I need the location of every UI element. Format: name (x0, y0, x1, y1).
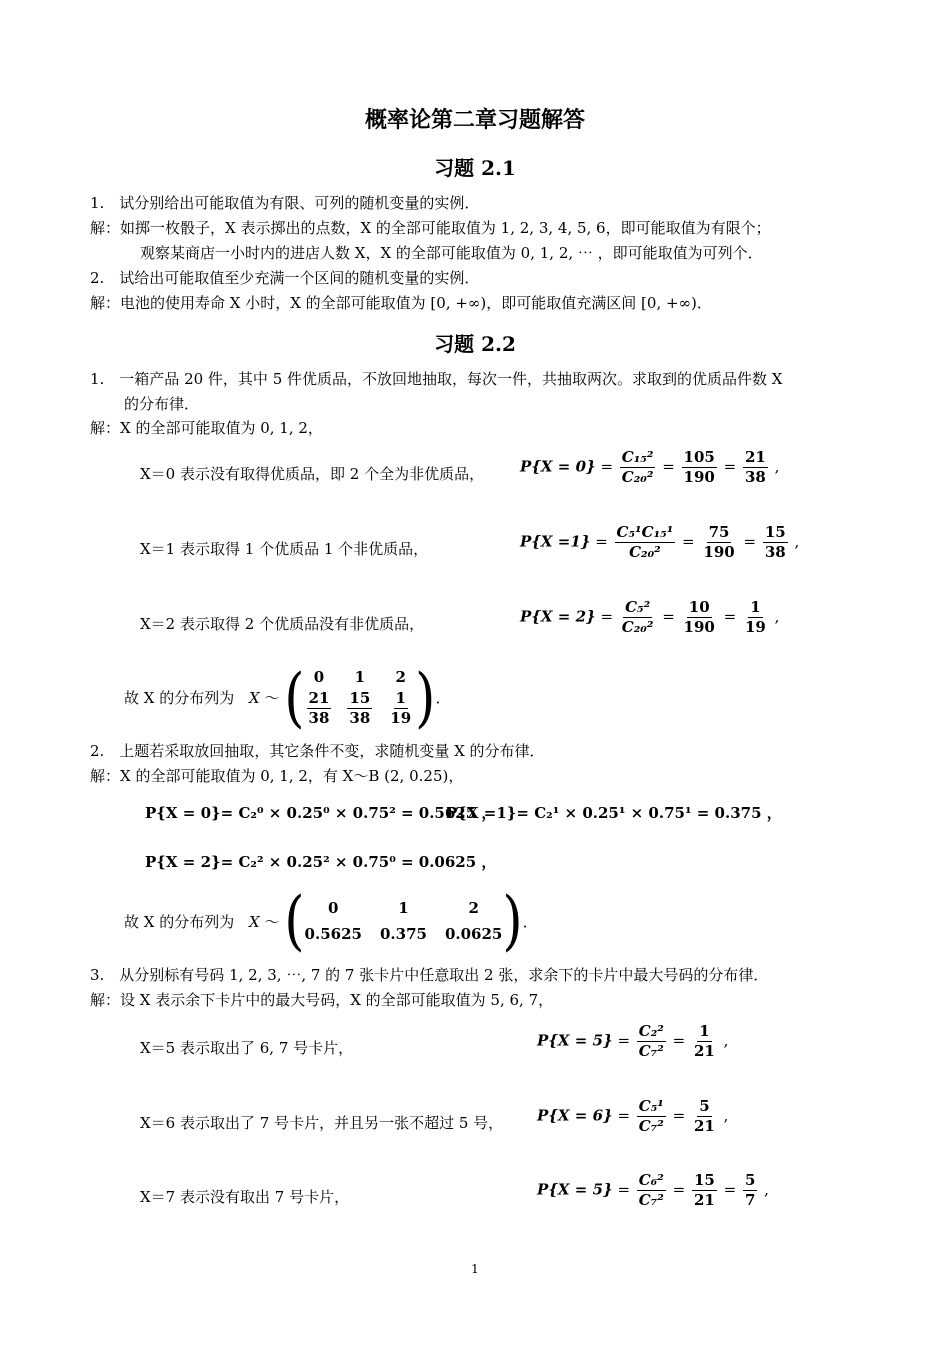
distribution-1: 故 X 的分布列为 X ～ ( 0 1 2 $\frac{21}{38}$ $\frac{15}{38}$ $\frac{1}{19}$ ) ． (124, 660, 451, 735)
frac-num: C₅² (625, 598, 651, 616)
formula-lhs: P{X = 6} (537, 1106, 613, 1125)
matrix-cell: 0.5625 (304, 925, 362, 943)
formula-px5: P{X = 5} = $\frac{\text{C₂²}}{\text{C₇²}}$ = $\frac{1}{21}$ , (537, 1022, 729, 1060)
frac-num: 1 (699, 1022, 710, 1040)
dist-lead: 故 X 的分布列为 (124, 689, 235, 707)
frac-den: C₂₀² (621, 468, 654, 486)
formula-px7: P{X = 5} = $\frac{\text{C₆²}}{\text{C₇²}}$ = $\frac{15}{21}$ = $\frac{5}{7}$ , (537, 1171, 769, 1209)
frac-den: 7 (744, 1191, 756, 1209)
frac-den: 38 (744, 468, 766, 486)
page-number: 1 (471, 1262, 479, 1276)
matrix-cell: 15 (349, 689, 371, 707)
formula-px2: P{X = 2} = $\frac{\text{C₅²}}{\text{C₂₀²}}$ = $\frac{10}{190}$ = $\frac{1}{19}$ , (520, 598, 780, 636)
frac-num: C₅¹C₁₅¹ (616, 523, 674, 541)
case-x7-text: X＝7 表示没有取出 7 号卡片， (140, 1188, 350, 1206)
exercise-2-2-q1: 1. 一箱产品 20 件，其中 5 件优质品，不放回地抽取，每次一件，共抽取两次。求取到的优质品件数 X (90, 370, 783, 388)
matrix-cell: 2 (468, 899, 479, 917)
binomial-px0: P{X = 0}= C₂⁰ × 0.25⁰ × 0.75² = 0.5625 ， (145, 804, 497, 822)
section-heading-2-2: 习题 2.2 (434, 332, 516, 356)
formula-lhs: P{X = 0} (520, 457, 596, 476)
exercise-2-2-a1: 解：X 的全部可能取值为 0, 1, 2， (90, 419, 323, 437)
frac-den: 21 (693, 1042, 715, 1060)
matrix-cell: 1 (354, 668, 366, 686)
case-x0-text: X＝0 表示没有取得优质品，即 2 个全为非优质品， (140, 465, 485, 483)
matrix-cell: 38 (308, 709, 330, 727)
frac-num: 105 (683, 448, 715, 466)
formula-px0: P{X = 0} = $\frac{\text{C₁₅²}}{\text{C₂₀²}}$ = $\frac{105}{190}$ = $\frac{21}{38}$ , (520, 448, 780, 486)
case-x6-text: X＝6 表示取出了 7 号卡片，并且另一张不超过 5 号， (140, 1114, 504, 1132)
formula-lhs: P{X =1} (520, 532, 591, 551)
frac-num: 10 (688, 598, 710, 616)
matrix-cell: 1 (398, 899, 409, 917)
frac-den: C₇² (638, 1191, 664, 1209)
frac-den: 38 (764, 543, 786, 561)
matrix-cell: 1 (395, 689, 406, 707)
matrix-cell: 21 (308, 689, 330, 707)
dist-matrix: ( 0 1 2 0.5625 0.375 0.0625 ) (284, 883, 523, 959)
frac-num: 75 (708, 523, 730, 541)
frac-den: 21 (693, 1117, 715, 1135)
page-title: 概率论第二章习题解答 (364, 107, 585, 133)
frac-num: 5 (744, 1171, 756, 1189)
exercise-2-2-q3: 3. 从分别标有号码 1, 2, 3, ⋯, 7 的 7 张卡片中任意取出 2 张，求余下的卡片中最大号码的分布律． (90, 966, 769, 984)
exercise-2-1-q1: 1. 试分别给出可能取值为有限、可列的随机变量的实例． (90, 194, 480, 212)
frac-num: C₂² (638, 1022, 664, 1040)
matrix-cell: 2 (395, 668, 406, 686)
dist-matrix: ( 0 1 2 $\frac{21}{38}$ $\frac{15}{38}$ $\frac{1}{19}$ ) (284, 660, 436, 735)
exercise-2-2-a3: 解：设 X 表示余下卡片中的最大号码，X 的全部可能取值为 5, 6, 7， (90, 991, 554, 1009)
exercise-2-2-q1-cont: 的分布律． (124, 395, 200, 413)
exercise-2-1-a1: 解：如掷一枚骰子，X 表示掷出的点数，X 的全部可能取值为 1, 2, 3, 4, 5, 6，即可能取值为有限个； (90, 219, 771, 237)
exercise-2-2-q2: 2. 上题若采取放回抽取，其它条件不变，求随机变量 X 的分布律． (90, 742, 545, 760)
frac-num: 5 (699, 1097, 710, 1115)
formula-lhs: P{X = 5} (537, 1180, 613, 1199)
formula-px1: P{X =1} = $\frac{\text{C₅¹C₁₅¹}}{\text{C₂₀²}}$ = $\frac{75}{190}$ = $\frac{15}{38}$ , (520, 523, 800, 561)
frac-den: 190 (703, 543, 735, 561)
frac-num: 15 (693, 1171, 715, 1189)
matrix-cell: 19 (390, 709, 412, 727)
formula-px6: P{X = 6} = $\frac{\text{C₅¹}}{\text{C₇²}}$ = $\frac{5}{21}$ , (537, 1097, 729, 1135)
frac-num: C₁₅² (621, 448, 654, 466)
matrix-cell: 0.0625 (444, 925, 503, 943)
binomial-px2: P{X = 2}= C₂² × 0.25² × 0.75⁰ = 0.0625 ， (145, 853, 497, 871)
frac-den: C₇² (638, 1042, 664, 1060)
frac-den: C₇² (638, 1117, 664, 1135)
case-x5-text: X＝5 表示取出了 6, 7 号卡片， (140, 1039, 354, 1057)
matrix-cell: 0.375 (379, 925, 427, 943)
frac-den: 190 (683, 468, 715, 486)
dist-lead: 故 X 的分布列为 (124, 912, 235, 931)
frac-den: 21 (693, 1191, 715, 1209)
frac-num: C₅¹ (638, 1097, 664, 1115)
exercise-2-1-q2: 2. 试给出可能取值至少充满一个区间的随机变量的实例． (90, 269, 480, 287)
formula-lhs: P{X = 5} (537, 1031, 613, 1050)
frac-den: 190 (683, 618, 715, 636)
exercise-2-1-a2: 解：电池的使用寿命 X 小时，X 的全部可能取值为 [0, +∞)，即可能取值充满区间 [0, +∞)． (90, 294, 712, 312)
distribution-2: 故 X 的分布列为 X ～ ( 0 1 2 0.5625 0.375 0.0625 ) ． (124, 883, 538, 959)
binomial-px1: P{X =1}= C₂¹ × 0.25¹ × 0.75¹ = 0.375 ， (446, 804, 782, 822)
frac-den: C₂₀² (621, 618, 654, 636)
case-x2-text: X＝2 表示取得 2 个优质品没有非优质品， (140, 615, 425, 633)
frac-den: 19 (744, 618, 766, 636)
exercise-2-1-a1-cont: 观察某商店一小时内的进店人数 X，X 的全部可能取值为 0, 1, 2, ⋯ ，即可能取值为可列个． (140, 244, 763, 262)
exercise-2-2-a2: 解：X 的全部可能取值为 0, 1, 2，有 X～B (2, 0.25)， (90, 767, 464, 785)
frac-num: 21 (744, 448, 766, 466)
matrix-cell: 38 (349, 709, 371, 727)
frac-num: 15 (764, 523, 786, 541)
matrix-cell: 0 (328, 899, 339, 917)
section-heading-2-1: 习题 2.1 (434, 156, 516, 180)
frac-den: C₂₀² (629, 543, 661, 561)
formula-lhs: P{X = 2} (520, 607, 596, 626)
frac-num: 1 (750, 598, 761, 616)
frac-num: C₆² (638, 1171, 664, 1189)
matrix-cell: 0 (313, 668, 325, 686)
case-x1-text: X＝1 表示取得 1 个优质品 1 个非优质品， (140, 540, 429, 558)
